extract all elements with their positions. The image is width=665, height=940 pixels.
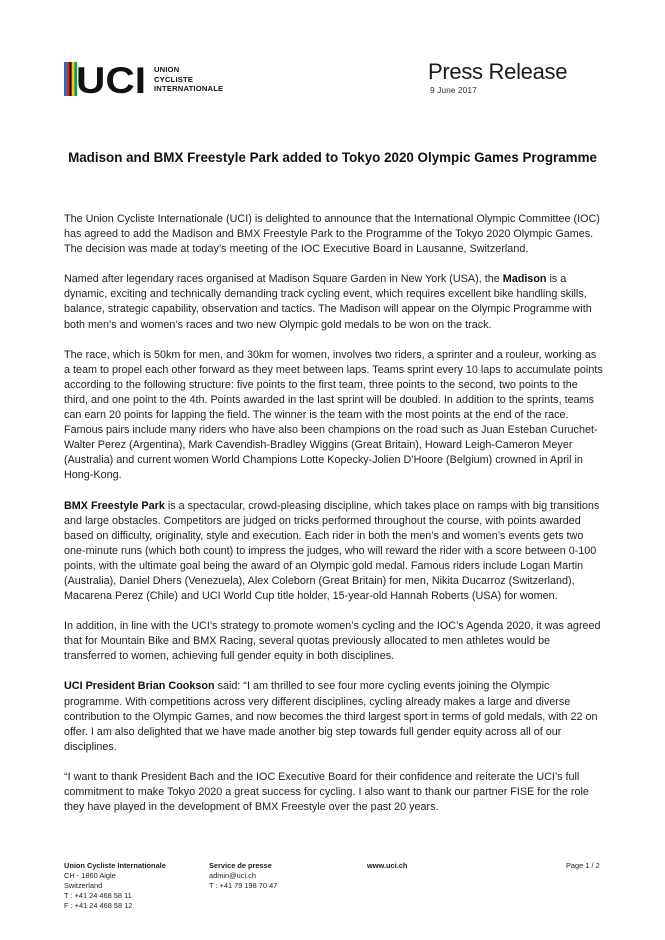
page-label: Page 1 / 2 — [566, 861, 600, 870]
footer-line: T : +41 79 198 70 47 — [209, 881, 278, 890]
footer-line: Switzerland — [64, 881, 103, 890]
paragraph: Named after legendary races organised at Madison Square Garden in New York (USA), the Madison is a dynamic, exciting and technically demanding track cycling event, which requires excellent bike handling skills, balance, strategic capability, observation and tactics. The Madison will appear on the Olympic Programme with both men’s and women’s races and two new Olympic gold medals to be won on the track. — [64, 273, 592, 331]
footer-press-contact — [209, 861, 277, 891]
org-name-line: UNION — [154, 65, 180, 74]
uci-logo — [64, 62, 244, 96]
paragraph: BMX Freestyle Park is a spectacular, crowd-pleasing discipline, which takes place on ramps with big transitions and large obstacles. Competitors are judged on tricks performed throughout the course, with points awarded based on difficulty, originality, style and execution. Each rider in both the men’s and women’s events gets two one-minute runs (which both count) to impress the judges, who will reward the rider with a score between 0-100 points, with the ultimate goal being the award of an Olympic gold medal. Famous riders include Logan Martin (Australia), Daniel Dhers (Venezuela), Alex Coleborn (Great Britain) for men, Nikita Ducarroz (Switzerland), Macarena Perez (Chile) and UCI World Cup title holder, 15-year-old Hannah Roberts (USA) for women. — [64, 499, 600, 603]
logo-text: UCI — [76, 62, 146, 96]
footer-press-title: Service de presse — [209, 861, 272, 870]
page-headline: Madison and BMX Freestyle Park added to Tokyo 2020 Olympic Games Programme — [68, 150, 597, 165]
release-date: 9 June 2017 — [430, 85, 477, 95]
footer-website[interactable] — [367, 861, 407, 871]
paragraph: The Union Cycliste Internationale (UCI) is delighted to announce that the International Olympic Committee (IOC) has agreed to add the Madison and BMX Freestyle Park to the Programme of the Tokyo 2020 Olympic Games. The decision was made at today’s meeting of the IOC Executive Board in Lausanne, Switzerland. — [64, 213, 600, 256]
footer-org-title: Union Cycliste Internationale — [64, 861, 166, 870]
footer-line: T : +41 24 468 58 11 — [64, 891, 132, 900]
press-release-title: Press Release — [428, 59, 568, 84]
footer-line: F : +41 24 468 58 12 — [64, 901, 133, 910]
paragraph: In addition, in line with the UCI’s strategy to promote women’s cycling and the IOC’s Agenda 2020, it was agreed that for Mountain Bike and BMX Racing, several quotas previously allocated to men athletes would be transferred to women, achieving full gender equity in both disciplines. — [64, 620, 601, 663]
footer-address — [64, 861, 166, 911]
paragraph: “I want to thank President Bach and the IOC Executive Board for their confidence and reiterate the UCI’s full commitment to make Tokyo 2020 a great success for cycling. I also want to thank our partner FISE for the role they have played in the development of BMX Freestyle over the past 20 years. — [64, 770, 589, 814]
paragraph: The race, which is 50km for men, and 30km for women, involves two riders, a sprinter and a rouleur, working as a team to propel each other forward as they meet between laps. Teams sprint every 10 laps to accumulate points according to the following structure: five points to the first team, three points to the second, two points to the third, and one point to the 4th. Points awarded in the last sprint will be doubled. In addition to the sprints, teams can earn 20 points for lapping the field. The winner is the team with the most points at the end of the race. Famous pairs include many riders who have also been champions on the road such as Juan Esteban Curuchet-Walter Perez (Argentina), Mark Cavendish-Bradley Wiggins (Great Britain), Howard Leigh-Cameron Meyer (Australia) and current women World Champions Lotte Kopecky-Jolien D’Hoore (Belgium) crowned in April in Hong-Kong. — [64, 348, 603, 482]
org-name-line: INTERNATIONALE — [154, 84, 224, 94]
uci-logo-mark — [64, 62, 148, 96]
website-link[interactable]: www.uci.ch — [367, 861, 408, 870]
footer-line: CH - 1860 Aigle — [64, 871, 116, 880]
article-body — [64, 212, 604, 830]
page-number — [566, 861, 600, 871]
paragraph: UCI President Brian Cookson said: “I am thrilled to see four more cycling events joining the Olympic programme. With competitions across very different disciplines, cycling already makes a large and diverse contribution to the Olympic Games, and now becomes the third largest sport in terms of gold medals, with 22 on offer. I am also delighted that we have made another big step towards full gender equity across all of our disciplines. — [64, 680, 598, 753]
org-name-line: CYCLISTE — [154, 74, 194, 84]
footer-email-link[interactable]: admin@uci.ch — [209, 871, 256, 880]
org-name — [154, 65, 223, 94]
